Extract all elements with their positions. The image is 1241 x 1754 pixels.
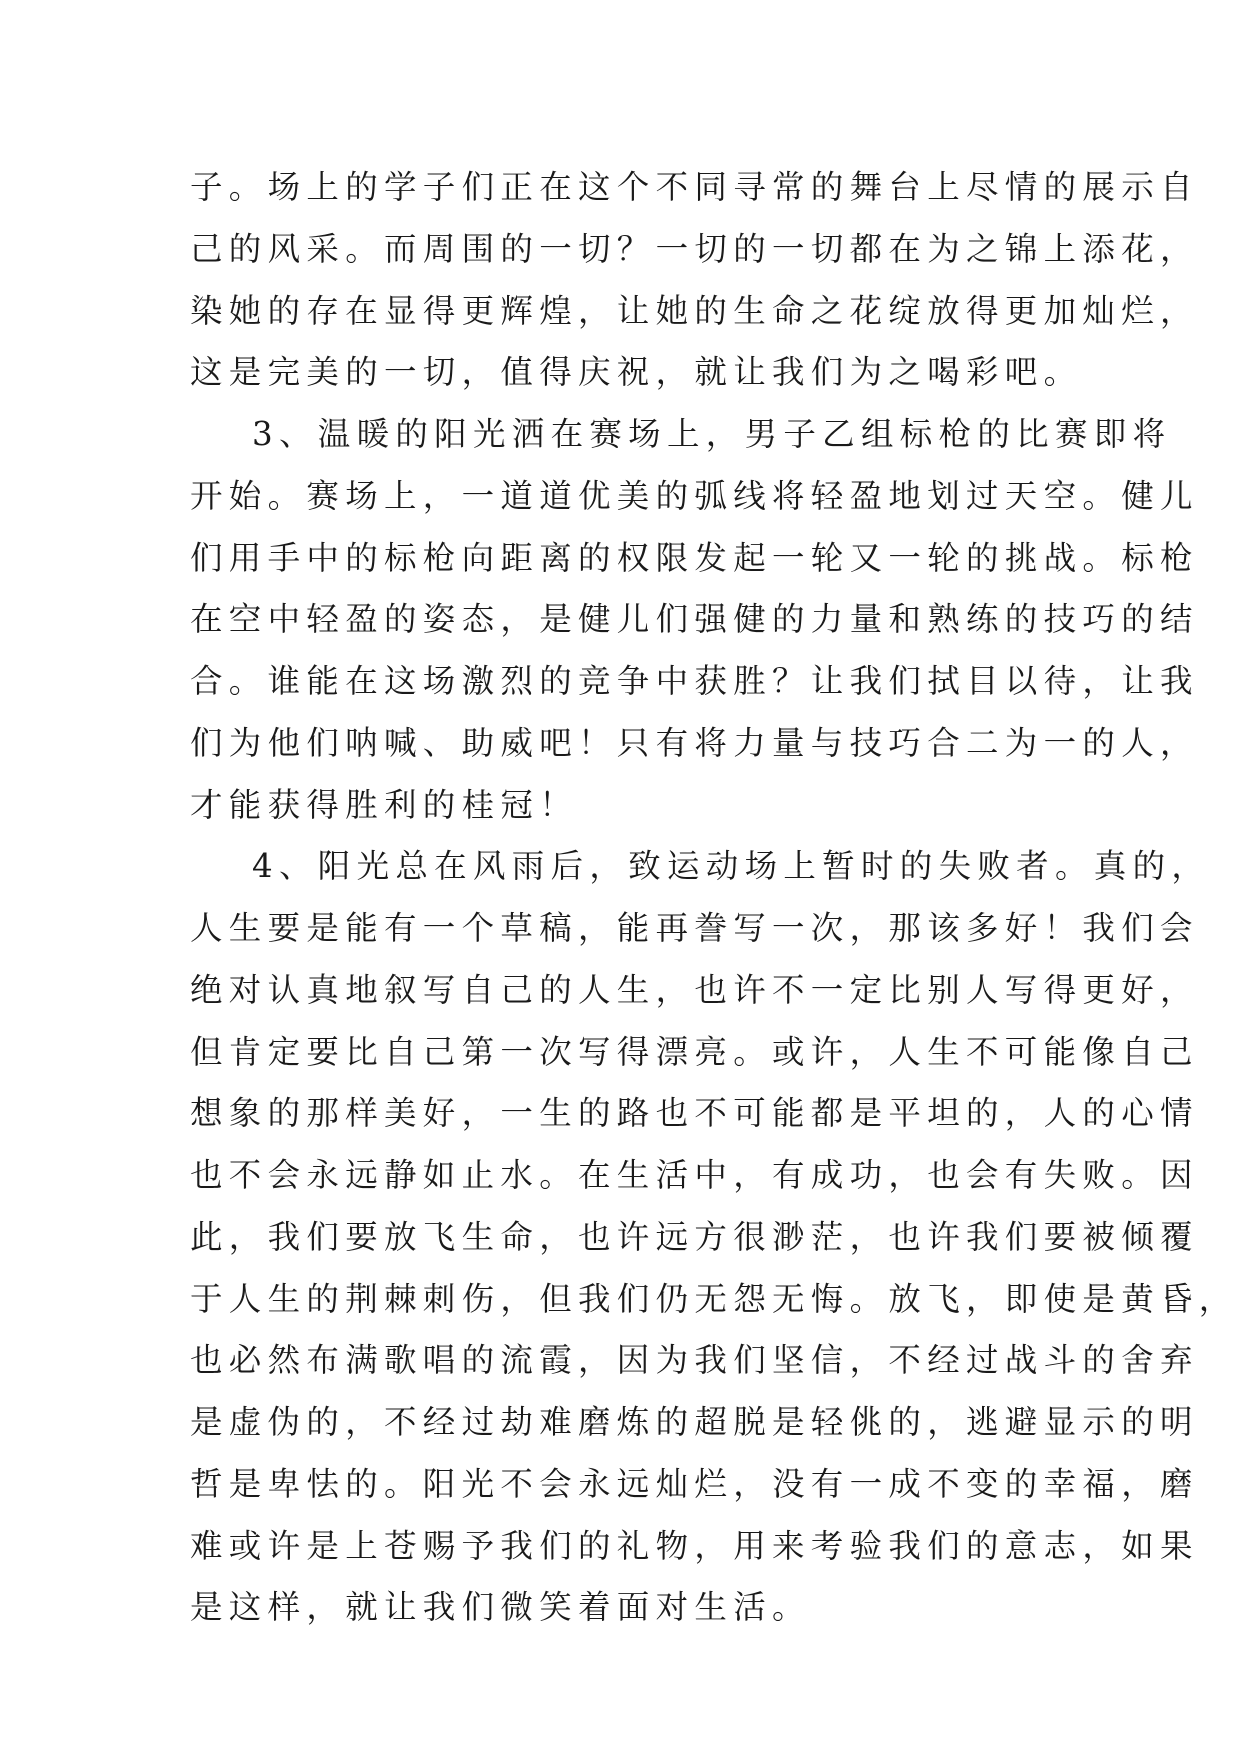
- text-line: 们用手中的标枪向距离的权限发起一轮又一轮的挑战。标枪: [190, 538, 1199, 577]
- text-line: 绝对认真地叙写自己的人生，也许不一定比别人写得更好，: [190, 970, 1199, 1009]
- text-line: 此，我们要放飞生命，也许远方很渺茫，也许我们要被倾覆: [190, 1217, 1199, 1256]
- text-line: 于人生的荆棘刺伤，但我们仍无怨无悔。放飞，即使是黄昏，: [190, 1279, 1238, 1318]
- text-line: 们为他们呐喊、助威吧！只有将力量与技巧合二为一的人，: [190, 723, 1199, 762]
- text-line: 是虚伪的，不经过劫难磨炼的超脱是轻佻的，逃避显示的明: [190, 1403, 1199, 1441]
- text-line: 但肯定要比自己第一次写得漂亮。或许，人生不可能像自己: [190, 1032, 1199, 1071]
- text-line: 想象的那样美好，一生的路也不可能都是平坦的，人的心情: [190, 1094, 1199, 1133]
- text-line: 也必然布满歌唱的流霞，因为我们坚信，不经过战斗的舍弃: [190, 1341, 1199, 1380]
- text-line: 子。场上的学子们正在这个不同寻常的舞台上尽情的展示自: [190, 168, 1199, 206]
- text-line: 开始。赛场上，一道道优美的弧线将轻盈地划过天空。健儿: [190, 476, 1199, 515]
- text-line: 才能获得胜利的桂冠！: [190, 785, 579, 824]
- text-line: 也不会永远静如止水。在生活中，有成功，也会有失败。因: [190, 1156, 1199, 1194]
- text-line: 合。谁能在这场激烈的竞争中获胜？让我们拭目以待，让我: [190, 662, 1199, 700]
- text-line: 人生要是能有一个草稿，能再誊写一次，那该多好！我们会: [190, 909, 1199, 947]
- document-body: [190, 157, 1238, 1639]
- text-line: 这是完美的一切，值得庆祝，就让我们为之喝彩吧。: [190, 353, 1083, 392]
- text-line: 在空中轻盈的姿态，是健儿们强健的力量和熟练的技巧的结: [190, 600, 1199, 639]
- text-line: 己的风采。而周围的一切？一切的一切都在为之锦上添花，: [190, 229, 1199, 268]
- paragraph-4-first-line: 4、阳光总在风雨后，致运动场上暂时的失败者。真的，: [252, 847, 1211, 886]
- text-line: 难或许是上苍赐予我们的礼物，用来考验我们的意志，如果: [190, 1526, 1199, 1565]
- text-line: 哲是卑怯的。阳光不会永远灿烂，没有一成不变的幸福，磨: [190, 1464, 1199, 1503]
- paragraph-3-first-line: 3、温暖的阳光洒在赛场上，男子乙组标枪的比赛即将: [252, 415, 1172, 453]
- text-line: 是这样，就让我们微笑着面对生活。: [190, 1588, 811, 1627]
- text-line: 染她的存在显得更辉煌，让她的生命之花绽放得更加灿烂，: [190, 291, 1199, 330]
